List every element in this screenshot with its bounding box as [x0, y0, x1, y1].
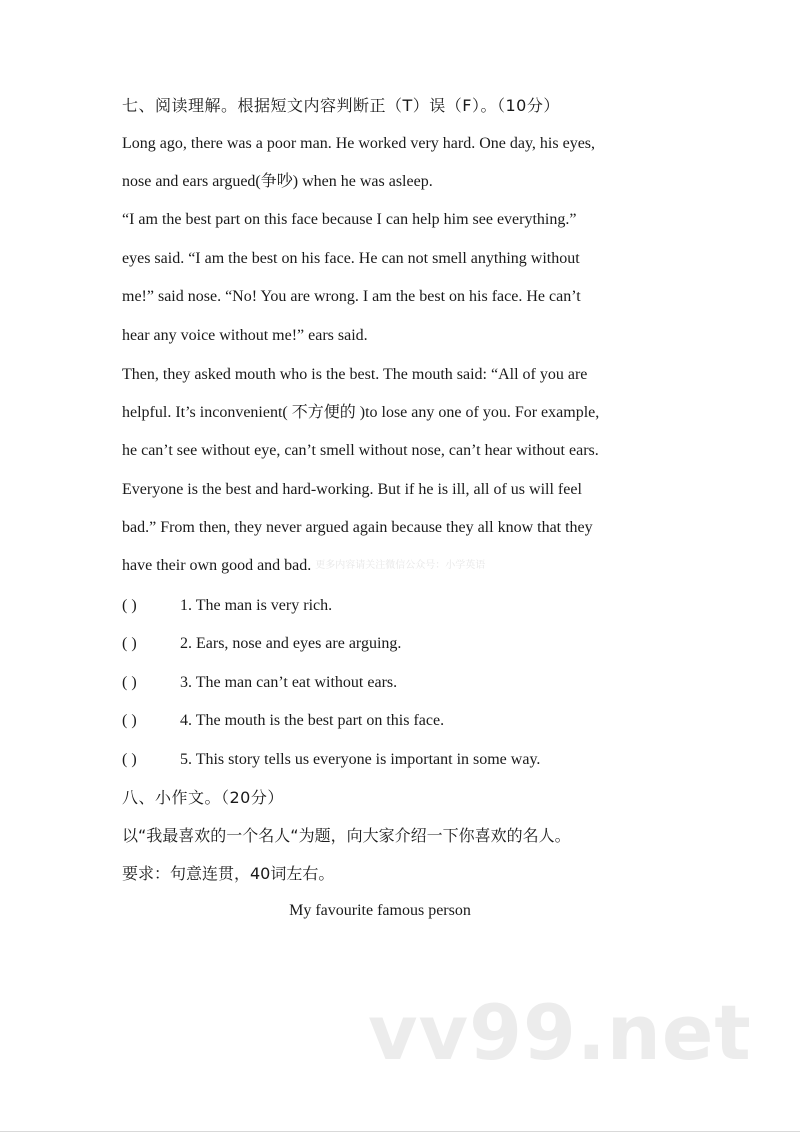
question-text: 4. The mouth is the best part on this face.	[180, 712, 445, 729]
passage-last-line	[122, 556, 485, 576]
passage-line: he can’t see without eye, can’t smell without nose, can’t hear without ears.	[122, 442, 599, 459]
question-item	[122, 673, 397, 693]
faint-watermark-note: 更多内容请关注微信公众号：小学英语	[315, 560, 486, 572]
question-item	[122, 634, 401, 654]
question-item	[122, 596, 332, 616]
passage-line: eyes said. “I am the best on his face. He can not smell anything without	[122, 250, 580, 267]
question-text: 1. The man is very rich.	[180, 597, 333, 614]
site-watermark: vv99.net	[368, 988, 752, 1077]
passage-line: Then, they asked mouth who is the best. The mouth said: “All of you are	[122, 366, 588, 383]
question-text: 2. Ears, nose and eyes are arguing.	[180, 635, 402, 652]
passage-line: me!” said nose. “No! You are wrong. I am the best on his face. He can’t	[122, 288, 581, 305]
passage-line: nose and ears argued(争吵) when he was asleep.	[122, 173, 433, 190]
answer-blank: ( )	[122, 635, 137, 652]
passage-line: helpful. It’s inconvenient( 不方便的 )to lose any one of you. For example,	[122, 404, 600, 421]
passage-line: Everyone is the best and hard-working. But if he is ill, all of us will feel	[122, 481, 582, 498]
essay-prompt: 以“我最喜欢的一个名人“为题，向大家介绍一下你喜欢的名人。	[122, 826, 571, 845]
answer-blank: ( )	[122, 674, 137, 691]
essay-title: My favourite famous person	[289, 902, 471, 919]
question-text: 3. The man can’t eat without ears.	[180, 674, 398, 691]
passage-line: hear any voice without me!” ears said.	[122, 327, 368, 344]
passage-line: bad.” From then, they never argued again because they all know that they	[122, 519, 593, 536]
question-item	[122, 750, 540, 770]
passage-line: “I am the best part on this face because I can help him see everything.”	[122, 211, 577, 228]
answer-blank: ( )	[122, 751, 137, 768]
passage-line: have their own good and bad.	[122, 557, 312, 574]
page-bottom-divider	[0, 1131, 800, 1132]
answer-blank: ( )	[122, 712, 137, 729]
essay-requirement: 要求：句意连贯，40词左右。	[122, 864, 335, 883]
section7-heading: 七、阅读理解。根据短文内容判断正（T）误（F）。（10分）	[122, 96, 560, 115]
section8-heading: 八、小作文。（20分）	[122, 788, 284, 807]
question-item	[122, 711, 444, 731]
passage-line: Long ago, there was a poor man. He worked very hard. One day, his eyes,	[122, 135, 596, 152]
question-text: 5. This story tells us everyone is important in some way.	[180, 751, 541, 768]
answer-blank: ( )	[122, 597, 137, 614]
